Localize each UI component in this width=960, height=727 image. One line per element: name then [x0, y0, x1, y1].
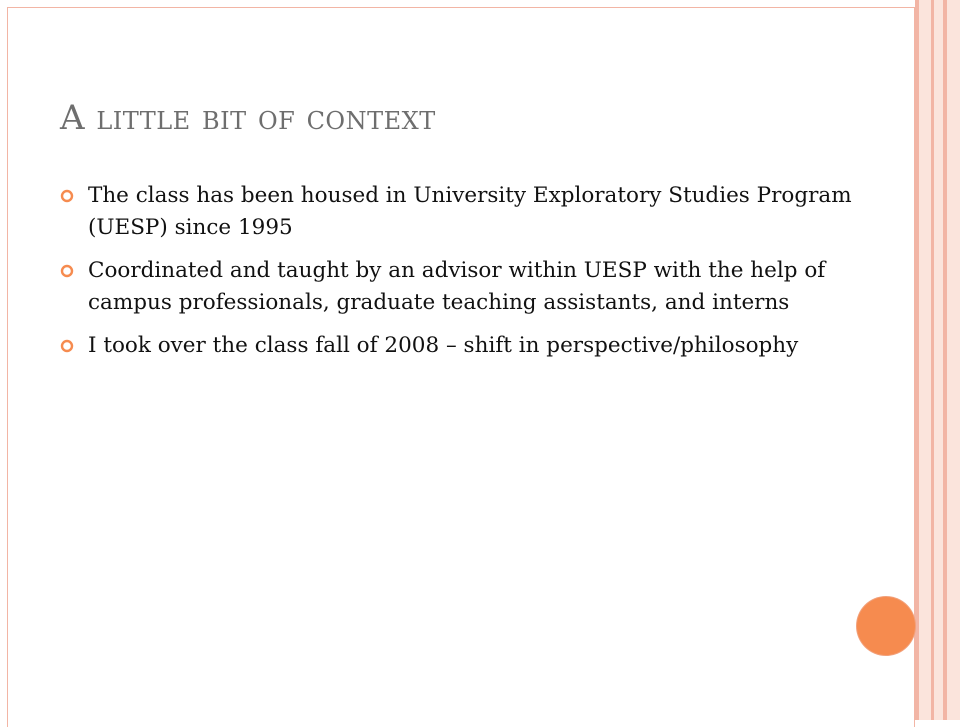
bullet-text: The class has been housed in University Exploratory Studies Program (UESP) since 1995	[88, 183, 852, 240]
bullet-text: I took over the class fall of 2008 – shift in perspective/philosophy	[88, 333, 799, 358]
bullet-item	[60, 180, 860, 244]
hollow-circle-bullet-icon	[60, 264, 74, 278]
hollow-circle-bullet-icon	[60, 339, 74, 353]
decorative-side-stripes	[915, 0, 960, 720]
bullet-item	[60, 255, 860, 319]
hollow-circle-bullet-icon	[60, 189, 74, 203]
decorative-orange-circle	[857, 597, 915, 655]
bullet-text: Coordinated and taught by an advisor within UESP with the help of campus professionals, graduate teaching assistants, and interns	[88, 258, 826, 315]
slide-title: A little bit of context	[60, 98, 436, 138]
stripe	[919, 0, 931, 720]
stripe	[947, 0, 960, 720]
stripe	[934, 0, 943, 720]
bullet-item	[60, 330, 860, 362]
bullet-list	[60, 180, 860, 373]
